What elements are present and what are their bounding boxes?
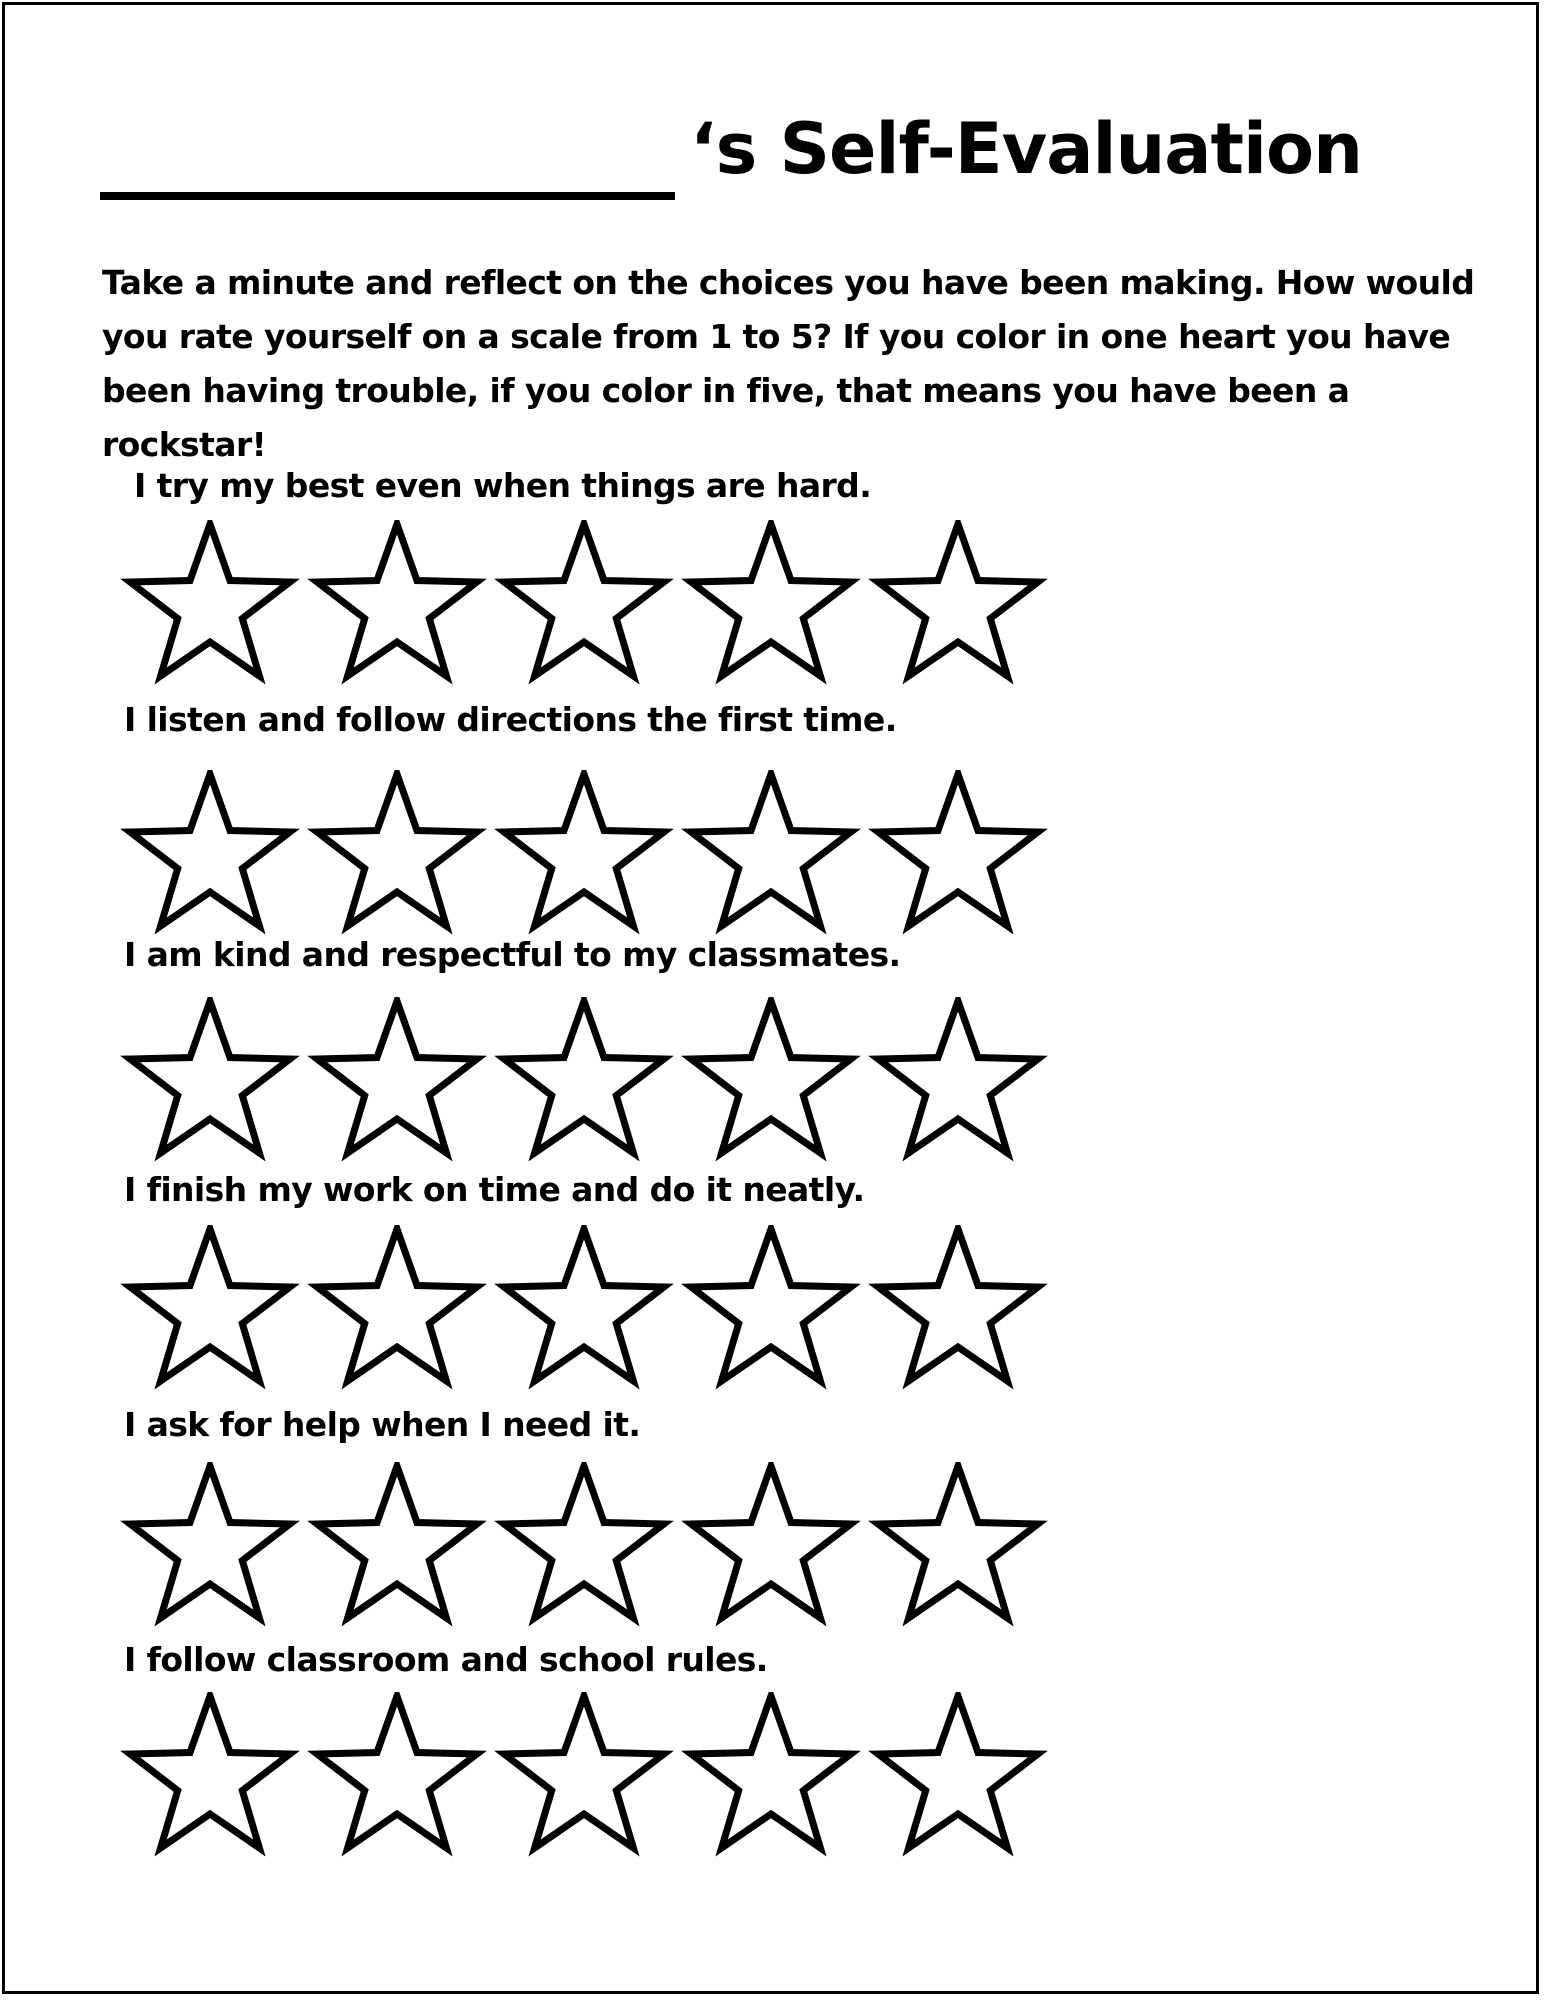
item-label: I try my best even when things are hard.	[134, 466, 872, 505]
item-label: I listen and follow directions the first time.	[124, 700, 897, 739]
star-icon[interactable]	[868, 770, 1048, 940]
star-icon[interactable]	[681, 1462, 861, 1632]
star-icon[interactable]	[120, 1462, 300, 1632]
star-icon[interactable]	[307, 997, 487, 1167]
star-icon[interactable]	[681, 1225, 861, 1395]
star-rating-row	[120, 1462, 1060, 1632]
star-icon[interactable]	[868, 1692, 1048, 1862]
star-icon[interactable]	[307, 770, 487, 940]
star-icon[interactable]	[681, 997, 861, 1167]
star-icon[interactable]	[120, 1692, 300, 1862]
name-blank-line[interactable]	[100, 192, 675, 200]
star-rating-row	[120, 1692, 1060, 1862]
star-icon[interactable]	[120, 770, 300, 940]
star-icon[interactable]	[868, 520, 1048, 690]
item-label: I ask for help when I need it.	[124, 1405, 641, 1444]
star-icon[interactable]	[494, 1692, 674, 1862]
item-label: I am kind and respectful to my classmates.	[124, 935, 901, 974]
page-title: ‘s Self-Evaluation	[690, 108, 1362, 190]
star-icon[interactable]	[868, 1225, 1048, 1395]
star-icon[interactable]	[681, 520, 861, 690]
item-label: I follow classroom and school rules.	[124, 1640, 768, 1679]
star-icon[interactable]	[307, 1225, 487, 1395]
star-icon[interactable]	[120, 1225, 300, 1395]
star-icon[interactable]	[681, 770, 861, 940]
instructions-paragraph: Take a minute and reflect on the choices you have been making. How would you rate yourself on a scale from 1 to 5? If you color in one heart you have been having trouble, if you color in five, that means you have been a rockstar!	[102, 263, 1475, 464]
star-icon[interactable]	[307, 520, 487, 690]
star-icon[interactable]	[494, 1225, 674, 1395]
star-rating-row	[120, 520, 1060, 690]
star-icon[interactable]	[868, 997, 1048, 1167]
star-icon[interactable]	[868, 1462, 1048, 1632]
star-icon[interactable]	[494, 770, 674, 940]
star-rating-row	[120, 770, 1060, 940]
star-icon[interactable]	[120, 997, 300, 1167]
star-icon[interactable]	[120, 520, 300, 690]
star-icon[interactable]	[307, 1692, 487, 1862]
star-rating-row	[120, 1225, 1060, 1395]
star-icon[interactable]	[494, 520, 674, 690]
star-rating-row	[120, 997, 1060, 1167]
star-icon[interactable]	[494, 1462, 674, 1632]
star-icon[interactable]	[681, 1692, 861, 1862]
item-label: I finish my work on time and do it neatly.	[124, 1170, 865, 1209]
star-icon[interactable]	[307, 1462, 487, 1632]
star-icon[interactable]	[494, 997, 674, 1167]
